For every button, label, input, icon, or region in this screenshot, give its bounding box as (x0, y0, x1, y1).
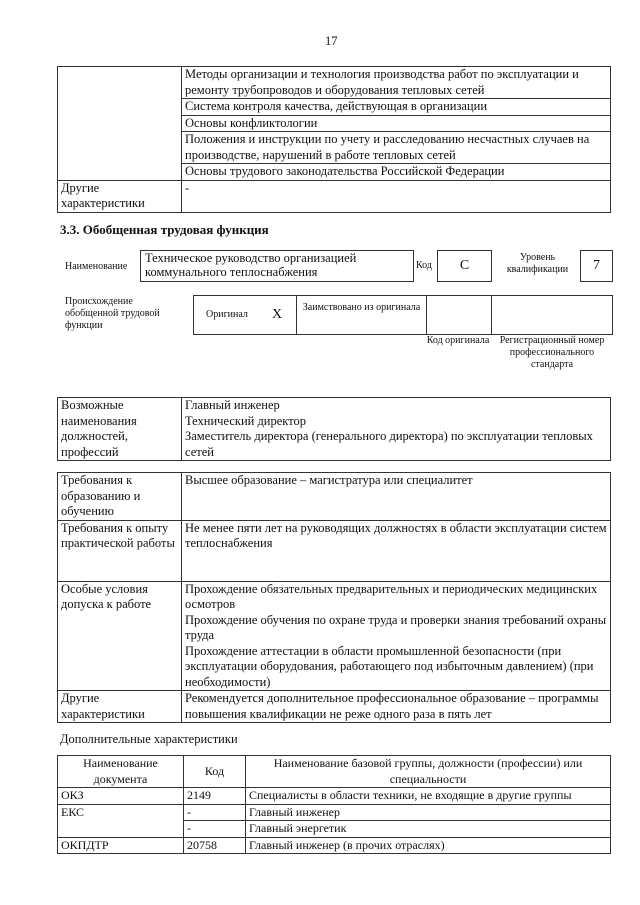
position: Заместитель директора (генерального директора) по эксплуатации тепловых сетей (185, 429, 593, 459)
header-cell: Наименование документа (58, 756, 184, 788)
knowledge-item: Положения и инструкции по учету и расследованию несчастных случаев на производстве, нарушений в работе тепловых сетей (182, 132, 611, 164)
req-value: Рекомендуется дополнительное профессиональное образование – программы повышения квалификации не реже одного раза в пять лет (182, 691, 611, 723)
req-value: Прохождение обязательных предварительных и периодических медицинских осмотров (185, 581, 598, 611)
header-cell: Код (184, 756, 246, 788)
req-label: Требования к образованию и обучению (58, 473, 182, 521)
other-value: - (182, 180, 611, 212)
header-cell: Наименование базовой группы, должности (профессии) или специальности (246, 756, 611, 788)
code-label: Код (416, 260, 432, 271)
other-label: Другие характеристики (58, 180, 182, 212)
level-value: 7 (580, 250, 613, 282)
table-row: ЕКС - Главный инженер (58, 804, 611, 821)
req-value: Прохождение обучения по охране труда и проверки знания требований охраны труда (185, 612, 607, 642)
knowledge-table (57, 66, 611, 213)
origin-table (193, 295, 613, 335)
knowledge-item: Методы организации и технология производства работ по эксплуатации и ремонту трубопроводов и оборудования тепловых сетей (182, 67, 611, 99)
code-value: C (437, 250, 492, 282)
req-value: Прохождение аттестации в области промышленной безопасности (при эксплуатации оборудования, работающего под избыточным давлением) (при необходимости) (185, 643, 594, 689)
table-row: ОКПДТР 20758 Главный инженер (в прочих отраслях) (58, 837, 611, 854)
req-value: Высшее образование – магистратура или специалитет (182, 473, 611, 521)
positions-table (57, 397, 611, 461)
page-number: 17 (325, 34, 338, 48)
req-label: Особые условия допуска к работе (58, 581, 182, 691)
name-label: Наименование (65, 261, 128, 272)
position: Главный инженер (185, 398, 280, 412)
level-label: Уровень квалификации (506, 252, 569, 275)
knowledge-item: Основы конфликтологии (182, 115, 611, 132)
reg-number-label: Регистрационный номер профессионального стандарта (499, 335, 605, 370)
original-label: Оригинал (206, 309, 248, 320)
table-row: - Главный энергетик (58, 821, 611, 838)
orig-code-label: Код оригинала (426, 335, 490, 346)
origin-label: Происхождение обобщенной трудовой функции (65, 296, 160, 331)
table-row: ОКЗ 2149 Специалисты в области техники, не входящие в другие группы (58, 788, 611, 805)
borrowed-label: Заимствовано из оригинала (296, 296, 427, 334)
name-value: Техническое руководство организацией коммунального теплоснабжения (140, 250, 414, 282)
original-mark: X (272, 307, 283, 322)
knowledge-item: Основы трудового законодательства Российской Федерации (182, 164, 611, 181)
extra-table (57, 755, 611, 854)
knowledge-item: Система контроля качества, действующая в организации (182, 99, 611, 116)
extra-title: Дополнительные характеристики (60, 732, 238, 746)
position: Технический директор (185, 413, 306, 428)
req-label: Требования к опыту практической работы (58, 520, 182, 581)
req-label: Другие характеристики (58, 691, 182, 723)
req-value: Не менее пяти лет на руководящих должностях в области эксплуатации систем теплоснабжения (182, 520, 611, 581)
requirements-table (57, 472, 611, 723)
positions-label: Возможные наименования должностей, профессий (58, 398, 182, 461)
section-heading: 3.3. Обобщенная трудовая функция (60, 222, 269, 237)
